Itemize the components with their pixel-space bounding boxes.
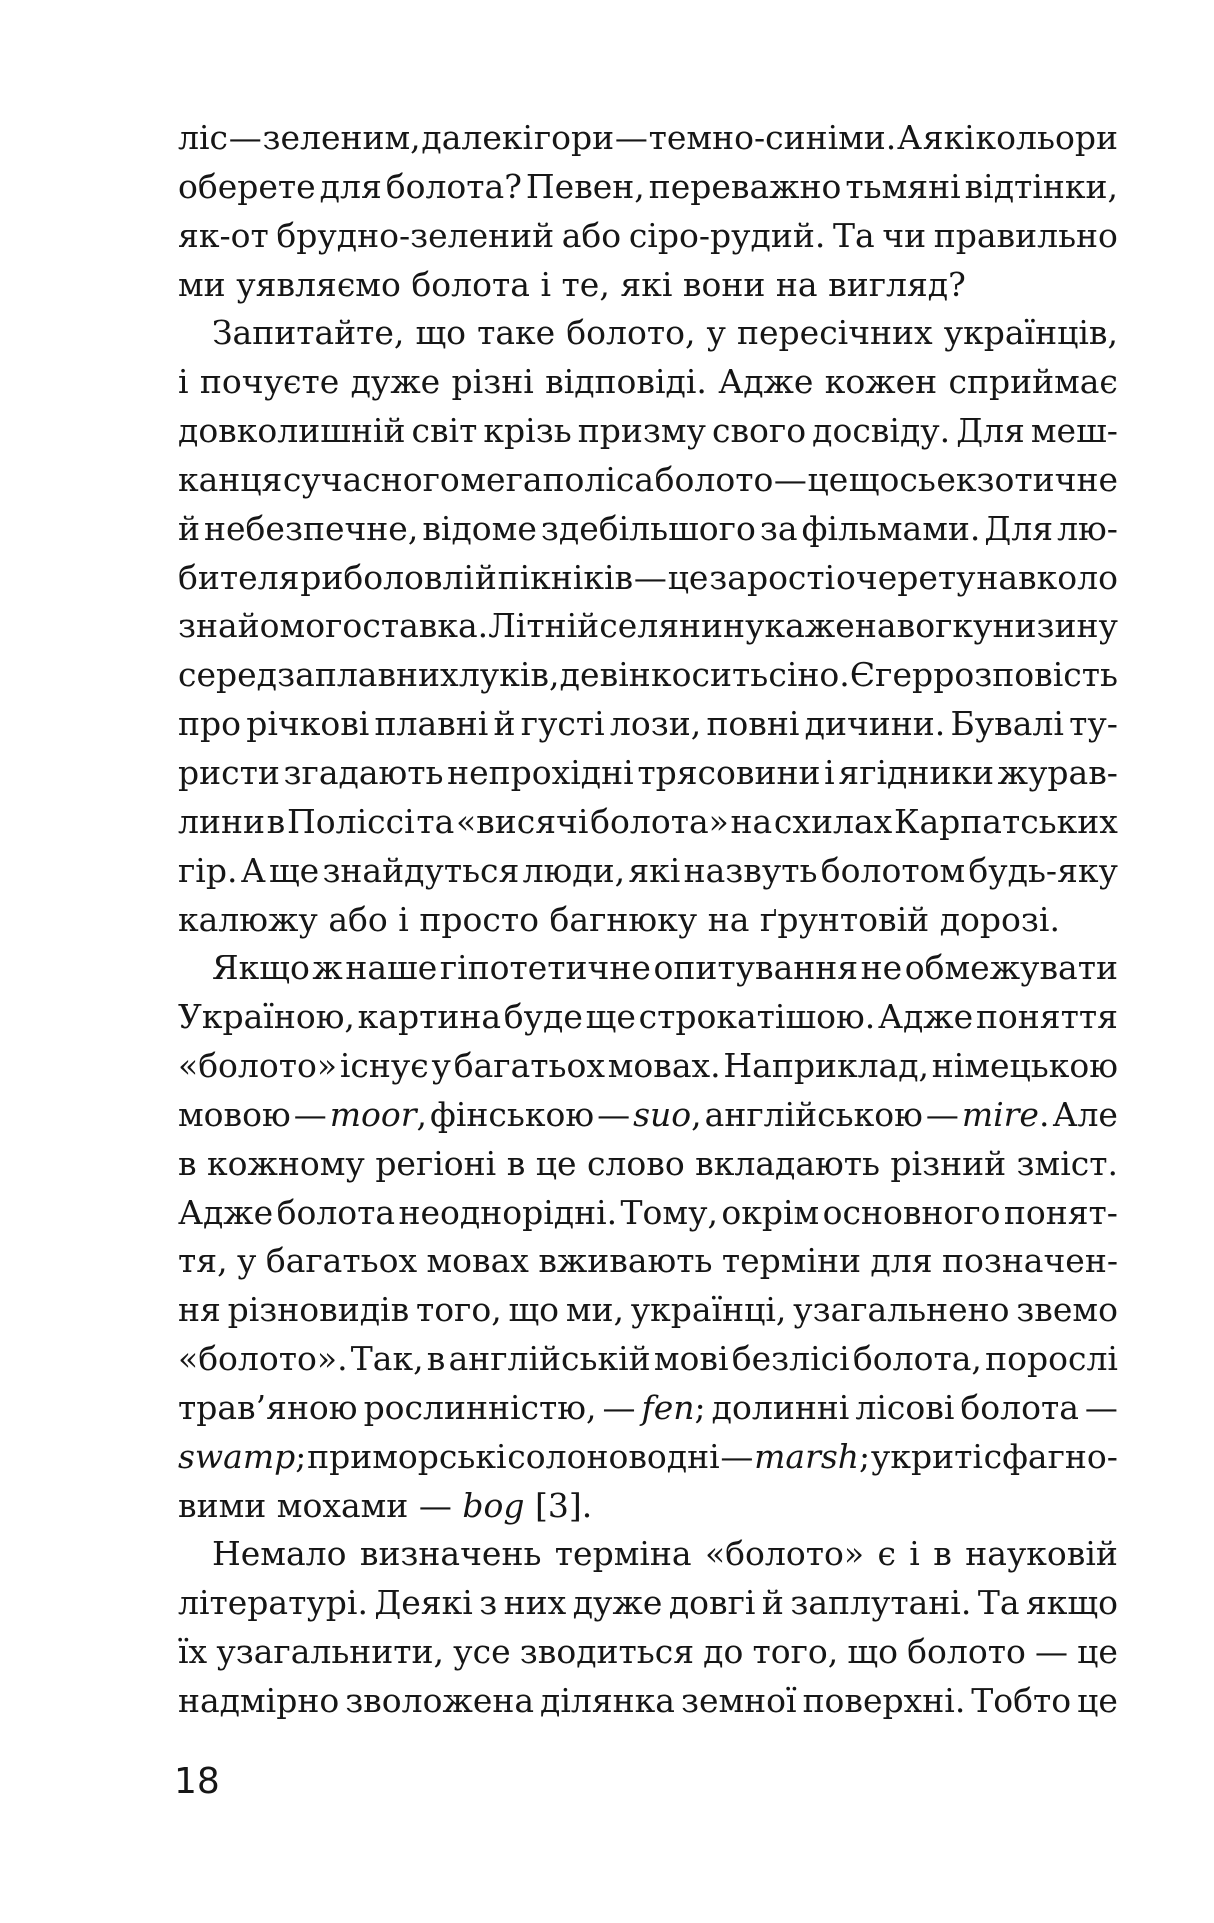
text-line: swamp; приморські солоноводні — marsh; укриті сфагно- — [178, 1436, 1118, 1476]
body-text — [178, 114, 1118, 1726]
text-line: як-от брудно-зелений або сіро-рудий. Та чи правильно — [178, 215, 1118, 255]
text-line: довколишній світ крізь призму свого досвіду. Для меш- — [178, 411, 1118, 451]
text-line: серед заплавних луків, де він косить сіно. Єгер розповість — [178, 655, 1118, 695]
text-line: Немало визначень терміна «болото» є і в науковій — [212, 1534, 1118, 1574]
text-line: оберете для болота? Певен, переважно тьмяні відтінки, — [178, 166, 1118, 206]
text-line: й небезпечне, відоме здебільшого за фільмами. Для лю- — [178, 508, 1118, 548]
text-line: тя, у багатьох мовах вживають терміни для позначен- — [178, 1241, 1118, 1281]
text-line: і почуєте дуже різні відповіді. Адже кожен сприймає — [178, 362, 1118, 402]
text-line: в кожному регіоні в це слово вкладають різний зміст. — [178, 1143, 1118, 1183]
text-line: канця сучасного мегаполіса болото — це щось екзотичне — [178, 459, 1118, 499]
text-line: ми уявляємо болота і те, які вони на вигляд? — [178, 264, 966, 304]
text-line: ристи згадають непрохідні трясовини і ягідники журав- — [178, 752, 1118, 792]
text-line: бителя риболовлі й пікніків — це зарості очерету навколо — [178, 557, 1118, 597]
text-line: гір. А ще знайдуться люди, які назвуть болотом будь-яку — [178, 850, 1118, 890]
text-line: ня різновидів того, що ми, українці, узагальнено звемо — [178, 1290, 1118, 1330]
text-line: надмірно зволожена ділянка земної поверхні. Тобто це — [178, 1681, 1118, 1720]
text-line: ліс — зеленим, далекі гори — темно-синіми. А які кольори — [178, 118, 1118, 157]
text-line: вими мохами — bog [3]. — [178, 1485, 593, 1525]
text-line: лини в Поліссі та «висячі болота» на схилах Карпатських — [178, 801, 1118, 841]
text-line: Україною, картина буде ще строкатішою. Адже поняття — [178, 997, 1118, 1037]
text-line: Адже болота неоднорідні. Тому, окрім основного понят- — [178, 1192, 1118, 1232]
text-line: про річкові плавні й густі лози, повні дичини. Бувалі ту- — [178, 704, 1118, 744]
text-line: «болото». Так, в англійській мові безлісі болота, порослі — [178, 1339, 1118, 1379]
text-line: літературі. Деякі з них дуже довгі й заплутані. Та якщо — [178, 1583, 1118, 1623]
text-line: знайомого ставка. Літній селянин укаже на вогку низину — [178, 606, 1118, 646]
text-line: калюжу або і просто багнюку на ґрунтовій дорозі. — [178, 899, 1060, 939]
text-line: «болото» існує у багатьох мовах. Наприклад, німецькою — [178, 1046, 1118, 1086]
text-line: їх узагальнити, усе зводиться до того, що болото — це — [178, 1632, 1118, 1672]
text-line: Якщо ж наше гіпотетичне опитування не обмежувати — [212, 948, 1118, 988]
text-line: Запитайте, що таке болото, у пересічних українців, — [212, 313, 1118, 353]
page-number: 18 — [174, 1761, 220, 1802]
text-line: трав’яною рослинністю, — fen; долинні лісові болота — — [178, 1387, 1118, 1427]
text-line: мовою — moor, фінською — suo, англійською — mire. Але — [178, 1094, 1118, 1134]
